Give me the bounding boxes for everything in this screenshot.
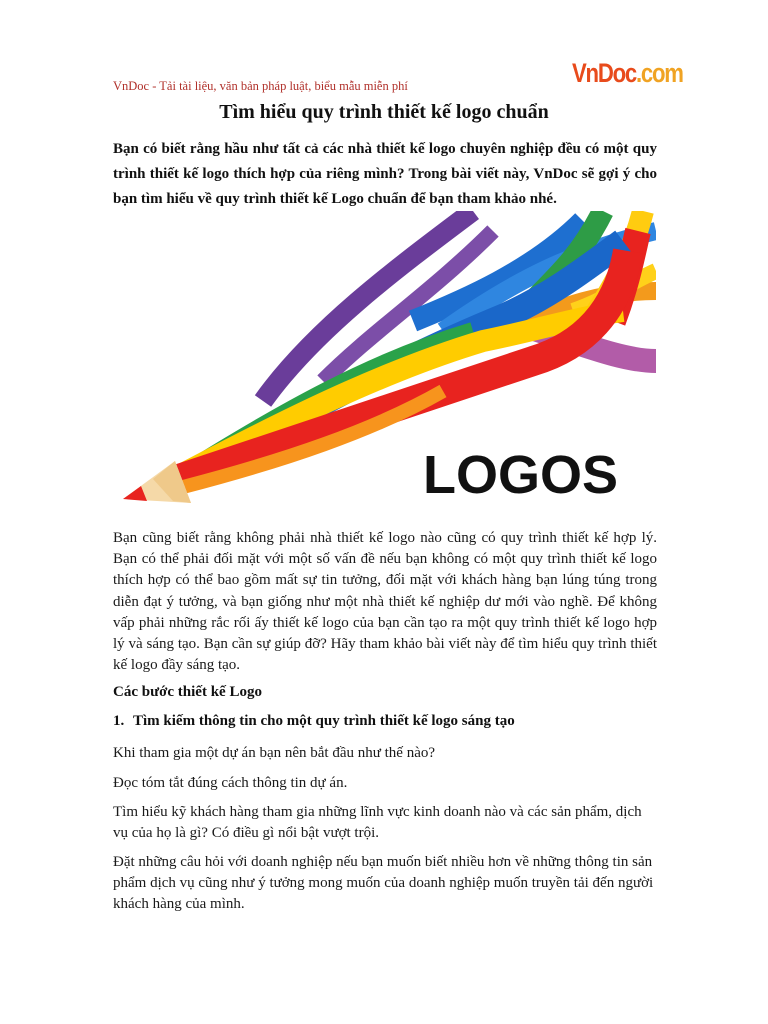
step-1-number: 1. <box>113 713 125 729</box>
paragraph-3: Đọc tóm tắt đúng cách thông tin dự án. <box>113 775 348 791</box>
article-intro: Bạn có biết rằng hầu như tất cả các nhà thiết kế logo chuyên nghiệp đều có một quy trình thiết kế logo thích hợp của riêng mình? Trong bài viết này, VnDoc sẽ gợi ý cho bạn tìm hiểu về quy trình thiết kế Logo chuẩn để bạn tham khảo nhé. <box>113 141 657 207</box>
vndoc-logo[interactable] <box>572 60 683 87</box>
section-heading: Các bước thiết kế Logo <box>113 684 262 700</box>
paragraph-5: Đặt những câu hỏi với doanh nghiệp nếu bạn muốn biết nhiều hơn về những thông tin sản phẩm dịch vụ cũng như ý tưởng mong muốn của doanh nghiệp muốn truyền tải đến người khách hàng của mình. <box>113 854 654 913</box>
paragraph-4: Tìm hiểu kỹ khách hàng tham gia những lĩnh vực kinh doanh nào và các sản phẩm, dịch vụ của họ là gì? Có điều gì nổi bật vượt trội. <box>113 804 642 842</box>
logo-text-vndoc: VnDoc <box>572 58 636 88</box>
article-title: Tìm hiểu quy trình thiết kế logo chuẩn <box>219 101 549 123</box>
logos-word: LOGOS <box>423 445 619 505</box>
paragraph-1: Bạn cũng biết rằng không phải nhà thiết kế logo nào cũng có quy trình thiết kế hợp lý. Bạn có thể phải đối mặt với một số vấn đề nếu bạn không có một quy trình thiết kế logo thích hợp có thể bao gồm mất sự tin tưởng, đối mặt với khách hàng bạn lúng túng trong diễn đạt ý tưởng, và bạn giống như một nhà thiết kế nghiệp dư mới vào nghề. Để không vấp phải những rắc rối ấy thiết kế logo của bạn cần tạo ra một quy trình thiết kế logo hợp lý và sáng tạo. Bạn cần sự giúp đỡ? Hãy tham khảo bài viết này để tìm hiểu quy trình thiết kế logo đầy sáng tạo. <box>113 530 657 674</box>
paragraph-2: Khi tham gia một dự án bạn nên bắt đầu như thế nào? <box>113 745 436 761</box>
logos-pencil-illustration <box>113 211 656 517</box>
site-tagline-link[interactable]: VnDoc - Tải tài liệu, văn bản pháp luật, biểu mẫu miễn phí <box>113 79 408 93</box>
logo-text-com: .com <box>635 58 683 88</box>
step-1-title: Tìm kiếm thông tin cho một quy trình thiết kế logo sáng tạo <box>133 713 515 729</box>
step-1-heading <box>113 713 515 730</box>
